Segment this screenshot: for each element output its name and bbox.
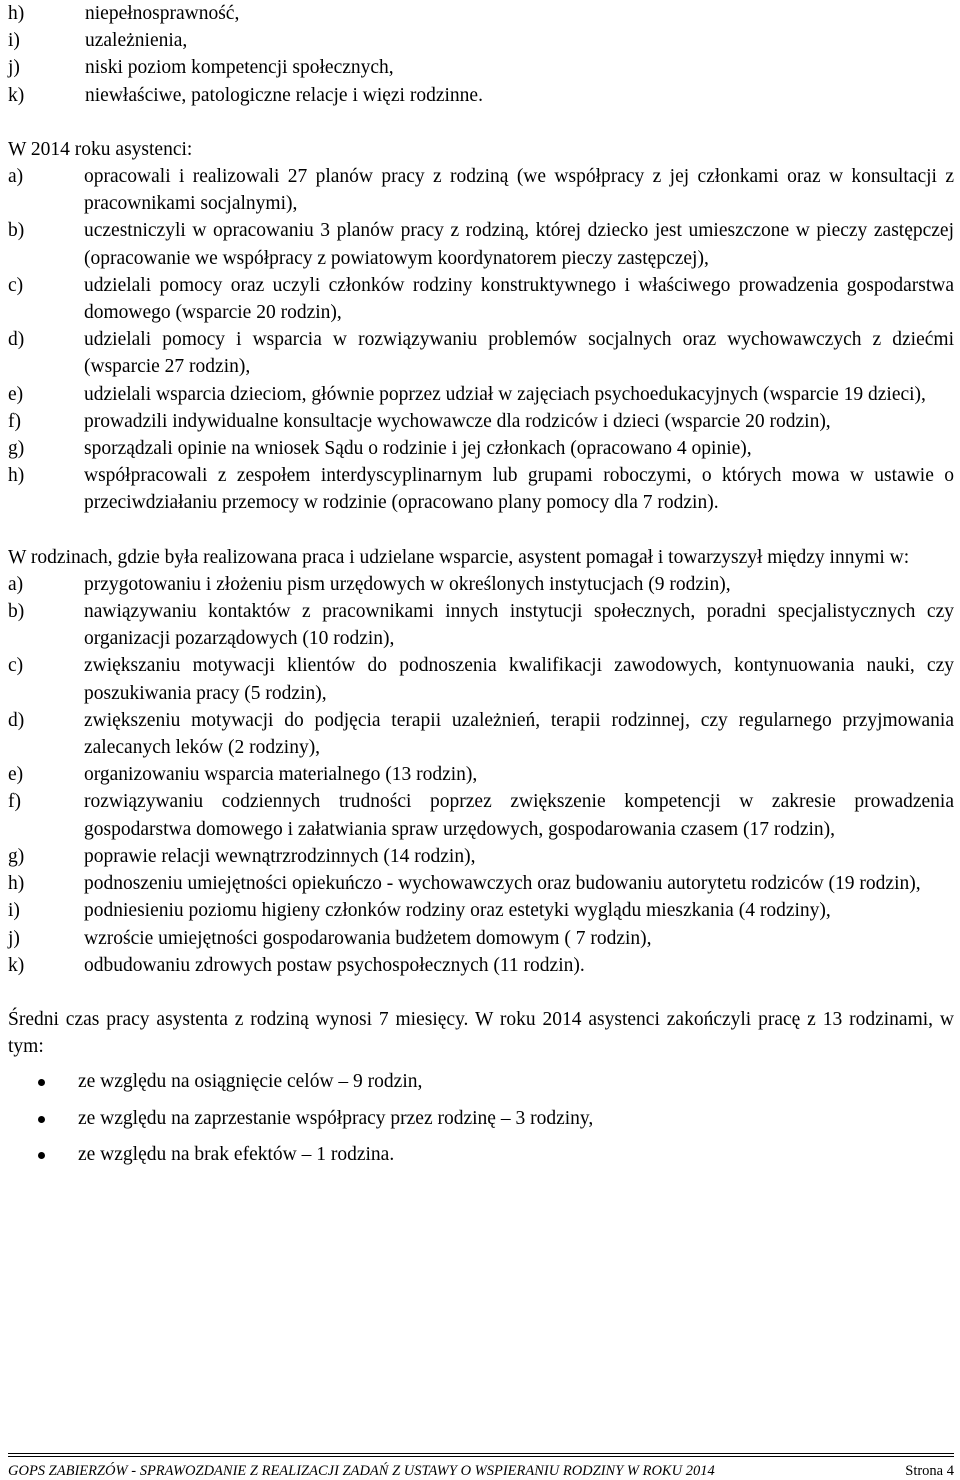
list-item-text: uczestniczyli w opracowaniu 3 planów pracy z rodziną, której dziecko jest umieszczone w pieczy zastępczej (opracowanie we współpracy z powiatowym koordynatorem pieczy zastępczej),: [84, 220, 954, 269]
list-marker: k): [8, 954, 25, 976]
footer-title: GOPS ZABIERZÓW - SPRAWOZDANIE Z REALIZACJI ZADAŃ Z USTAWY O WSPIERANIU RODZINY W ROKU 2014: [8, 1463, 715, 1479]
bullet-item: [8, 1105, 954, 1132]
list-marker: h): [8, 465, 25, 487]
list-item: [8, 82, 954, 109]
list-item: [8, 652, 954, 706]
bullet-item: [8, 1068, 954, 1095]
list-item-text: uzależnienia,: [85, 30, 188, 52]
list-item-text: nawiązywaniu kontaktów z pracownikami innych instytucji społecznych, poradni specjalistycznych czy organizacji pozarządowych (10 rodzin),: [84, 601, 954, 650]
list-marker: g): [8, 845, 25, 867]
bullet-icon: [38, 1116, 45, 1123]
bullet-item: [8, 1141, 954, 1168]
list-item: [8, 571, 954, 598]
list-marker: d): [8, 709, 25, 731]
list-item: [8, 897, 954, 924]
list-item-text: opracowali i realizowali 27 planów pracy z rodziną (we współpracy z jej członkami oraz w konsultacji z pracownikami socjalnymi),: [84, 166, 954, 215]
continued-list: [8, 0, 954, 109]
list-marker: a): [8, 573, 24, 595]
list-marker: b): [8, 601, 25, 623]
list-item: [8, 788, 954, 842]
list-marker: e): [8, 383, 24, 405]
list-item-text: udzielali pomocy i wsparcia w rozwiązywaniu problemów socjalnych oraz wychowawczych z dziećmi (wsparcie 27 rodzin),: [84, 329, 954, 378]
list-item-text: rozwiązywaniu codziennych trudności poprzez zwiększenie kompetencji w zakresie prowadzenia gospodarstwa domowego i załatwiania spraw urzędowych, gospodarowania czasem (17 rodzin),: [84, 791, 954, 840]
list-item: [8, 163, 954, 217]
bullet-item-text: ze względu na brak efektów – 1 rodzina.: [78, 1143, 395, 1165]
list-marker: h): [8, 3, 25, 24]
list-marker: i): [8, 30, 20, 52]
list-item: [8, 925, 954, 952]
list-item-text: poprawie relacji wewnątrzrodzinnych (14 rodzin),: [84, 845, 476, 867]
list-item: [8, 761, 954, 788]
list-item: [8, 272, 954, 326]
list-item-text: udzielali wsparcia dzieciom, głównie poprzez udział w zajęciach psychoedukacyjnych (wsparcie 19 dzieci),: [84, 383, 926, 405]
list-item-text: podnoszeniu umiejętności opiekuńczo - wychowawczych oraz budowaniu autorytetu rodziców (19 rodzin),: [84, 873, 921, 895]
list-item-text: współpracowali z zespołem interdyscyplinarnym lub grupami roboczymi, o których mowa w ustawie o przeciwdziałaniu przemocy w rodzinie (opracowano plany pomocy dla 7 rodzin).: [84, 465, 954, 514]
list-item-text: zwiększeniu motywacji do podjęcia terapii uzależnień, terapii rodzinnej, czy regularnego przyjmowania zalecanych leków (2 rodziny),: [84, 709, 954, 759]
list-marker: i): [8, 900, 20, 922]
section2-list: [8, 571, 954, 979]
list-marker: e): [8, 764, 24, 786]
footer-divider: [8, 1456, 954, 1457]
list-item-text: organizowaniu wsparcia materialnego (13 rodzin),: [84, 764, 478, 786]
list-item-text: niski poziom kompetencji społecznych,: [85, 57, 394, 79]
list-marker: f): [8, 791, 21, 813]
bullet-item-text: ze względu na osiągnięcie celów – 9 rodzin,: [78, 1071, 423, 1093]
list-item: [8, 435, 954, 462]
bullet-icon: [38, 1079, 45, 1086]
list-item-text: odbudowaniu zdrowych postaw psychospołecznych (11 rodzin).: [84, 954, 585, 976]
list-marker: k): [8, 84, 25, 106]
list-item-text: wzroście umiejętności gospodarowania budżetem domowym ( 7 rodzin),: [84, 927, 652, 949]
list-marker: f): [8, 410, 21, 432]
list-marker: g): [8, 438, 25, 460]
list-item-text: niewłaściwe, patologiczne relacje i więzi rodzinne.: [85, 84, 483, 106]
section1-list: [8, 163, 954, 517]
bullet-icon: [38, 1152, 45, 1159]
list-marker: d): [8, 329, 25, 351]
list-item-text: sporządzali opinie na wniosek Sądu o rodzinie i jej członkach (opracowano 4 opinie),: [84, 438, 752, 460]
document-body: [8, 0, 954, 1177]
page-footer: [8, 1462, 954, 1480]
list-marker: h): [8, 873, 25, 895]
list-item: [8, 952, 954, 979]
footer-divider: [8, 1453, 954, 1454]
list-item: [8, 843, 954, 870]
list-marker: b): [8, 220, 25, 242]
list-item: [8, 326, 954, 380]
list-item-text: podniesieniu poziomu higieny członków rodziny oraz estetyki wyglądu mieszkania (4 rodziny),: [84, 900, 831, 922]
list-item: [8, 27, 954, 54]
list-marker: a): [8, 166, 24, 188]
list-item: [8, 707, 954, 761]
list-item: [8, 0, 954, 27]
list-item-text: przygotowaniu i złożeniu pism urzędowych w określonych instytucjach (9 rodzin),: [84, 573, 731, 595]
section3-bullets: [8, 1068, 954, 1168]
list-marker: j): [8, 927, 20, 949]
list-item: [8, 408, 954, 435]
list-marker: j): [8, 57, 20, 79]
list-item-text: zwiększaniu motywacji klientów do podnoszenia kwalifikacji zawodowych, kontynuowania nauki, czy poszukiwania pracy (5 rodzin),: [84, 655, 954, 704]
list-item: [8, 54, 954, 81]
section2-intro: W rodzinach, gdzie była realizowana praca i udzielane wsparcie, asystent pomagał i towarzyszył między innymi w:: [8, 546, 910, 568]
list-marker: c): [8, 655, 24, 677]
list-item-text: prowadzili indywidualne konsultacje wychowawcze dla rodziców i dzieci (wsparcie 20 rodzin),: [84, 410, 831, 432]
list-item-text: niepełnosprawność,: [85, 3, 240, 24]
list-marker: c): [8, 274, 24, 296]
page-number: Strona 4: [905, 1463, 954, 1479]
list-item: [8, 870, 954, 897]
list-item: [8, 598, 954, 652]
list-item-text: udzielali pomocy oraz uczyli członków rodziny konstruktywnego i właściwego prowadzenia gospodarstwa domowego (wsparcie 20 rodzin),: [84, 274, 954, 324]
section3-intro: Średni czas pracy asystenta z rodziną wynosi 7 miesięcy. W roku 2014 asystenci zakończyli pracę z 13 rodzinami, w tym:: [8, 1008, 954, 1058]
section1-intro: W 2014 roku asystenci:: [8, 138, 193, 160]
list-item: [8, 381, 954, 408]
bullet-item-text: ze względu na zaprzestanie współpracy przez rodzinę – 3 rodziny,: [78, 1107, 594, 1129]
list-item: [8, 217, 954, 271]
list-item: [8, 462, 954, 516]
